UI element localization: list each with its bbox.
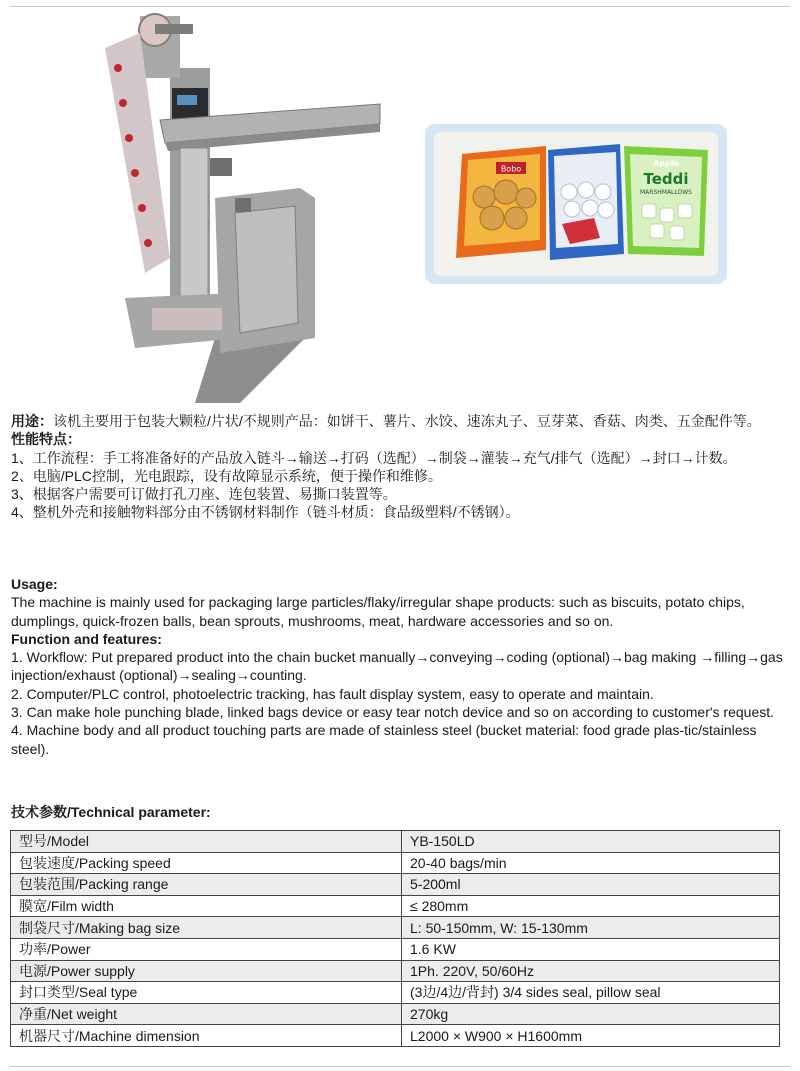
product-photo bbox=[434, 132, 718, 276]
bag3-sub: MARSHMALLOWS bbox=[640, 189, 692, 196]
cn-feature-2: 2、电脑/PLC控制，光电跟踪，设有故障显示系统，便于操作和维修。 bbox=[11, 467, 442, 484]
param-value: 1.6 KW bbox=[402, 938, 780, 960]
param-value: ≤ 280mm bbox=[402, 895, 780, 917]
table-row bbox=[11, 960, 780, 982]
param-label: 制袋尺寸/Making bag size bbox=[11, 917, 402, 939]
table-row bbox=[11, 938, 780, 960]
table-row bbox=[11, 917, 780, 939]
param-label: 功率/Power bbox=[11, 938, 402, 960]
param-label: 包装范围/Packing range bbox=[11, 874, 402, 896]
en-usage-heading: Usage: bbox=[11, 576, 58, 592]
bag3-text-top: Apple bbox=[653, 159, 679, 168]
cn-feature-3: 3、根据客户需要可订做打孔刀座、连包装置、易撕口装置等。 bbox=[11, 486, 397, 503]
param-label: 电源/Power supply bbox=[11, 960, 402, 982]
en-feature-3: 3. Can make hole punching blade, linked bags device or easy tear notch device and so on according to customer's request. bbox=[11, 704, 775, 721]
table-row bbox=[11, 895, 780, 917]
en-features-heading: Function and features: bbox=[11, 630, 162, 647]
param-value: L: 50-150mm, W: 15-130mm bbox=[402, 917, 780, 939]
param-value: (3边/4边/背封) 3/4 sides seal, pillow seal bbox=[402, 982, 780, 1004]
packing-machine-image bbox=[60, 8, 390, 403]
table-row bbox=[11, 874, 780, 896]
tech-param-table bbox=[10, 830, 780, 1047]
en-feature-4: 4. Machine body and all product touching parts are made of stainless steel (bucket material: food grade plas-tic/stainless steel). bbox=[11, 722, 757, 757]
param-value: 1Ph. 220V, 50/60Hz bbox=[402, 960, 780, 982]
en-feature-1: 1. Workflow: Put prepared product into the chain bucket manually→conveying→coding (optional)→bag making →filling→gas injection/exhaust (optional)→sealing→counting. bbox=[11, 649, 783, 684]
english-description bbox=[11, 575, 789, 758]
param-value: 270kg bbox=[402, 1003, 780, 1025]
chinese-description bbox=[11, 412, 789, 522]
en-usage-text: The machine is mainly used for packaging large particles/flaky/irregular shape products: such as biscuits, potato chips, dumplings, quick-frozen balls, bean sprouts, mushrooms, meat, hardware accessories and so on. bbox=[11, 594, 745, 629]
table-row bbox=[11, 1025, 780, 1047]
param-label: 机器尺寸/Machine dimension bbox=[11, 1025, 402, 1047]
cn-feature-4: 4、整机外壳和接触物料部分由不锈钢材料制作（链斗材质：食品级塑料/不锈钢）。 bbox=[11, 504, 520, 521]
param-value: YB-150LD bbox=[402, 831, 780, 853]
bottom-rule bbox=[10, 1066, 790, 1067]
en-feature-2: 2. Computer/PLC control, photoelectric tracking, has fault display system, easy to operate and maintain. bbox=[11, 685, 654, 702]
table-row bbox=[11, 982, 780, 1004]
cn-features-heading: 性能特点： bbox=[11, 431, 81, 448]
table-row bbox=[11, 1003, 780, 1025]
cn-usage bbox=[11, 412, 789, 430]
cn-feature-1: 1、工作流程：手工将准备好的产品放入链斗→输送→打码（选配）→制袋→灌装→充气/排气（选配）→封口→计数。 bbox=[11, 449, 737, 466]
param-label: 封口类型/Seal type bbox=[11, 982, 402, 1004]
bag3-brand: Teddi bbox=[643, 170, 689, 188]
param-label: 净重/Net weight bbox=[11, 1003, 402, 1025]
cn-usage-text: 该机主要用于包装大颗粒/片状/不规则产品：如饼干、薯片、水饺、速冻丸子、豆芽菜、香菇、肉类、五金配件等。 bbox=[53, 413, 761, 429]
param-label: 膜宽/Film width bbox=[11, 895, 402, 917]
param-value: 20-40 bags/min bbox=[402, 852, 780, 874]
param-value: 5-200ml bbox=[402, 874, 780, 896]
param-value: L2000 × W900 × H1600mm bbox=[402, 1025, 780, 1047]
bag1-brand: Bobo bbox=[500, 164, 522, 174]
table-row bbox=[11, 831, 780, 853]
cn-usage-label: 用途： bbox=[11, 413, 53, 429]
tech-param-title: 技术参数/Technical parameter: bbox=[11, 804, 211, 820]
param-label: 包装速度/Packing speed bbox=[11, 852, 402, 874]
table-row bbox=[11, 852, 780, 874]
top-rule bbox=[10, 6, 790, 7]
param-label: 型号/Model bbox=[11, 831, 402, 853]
